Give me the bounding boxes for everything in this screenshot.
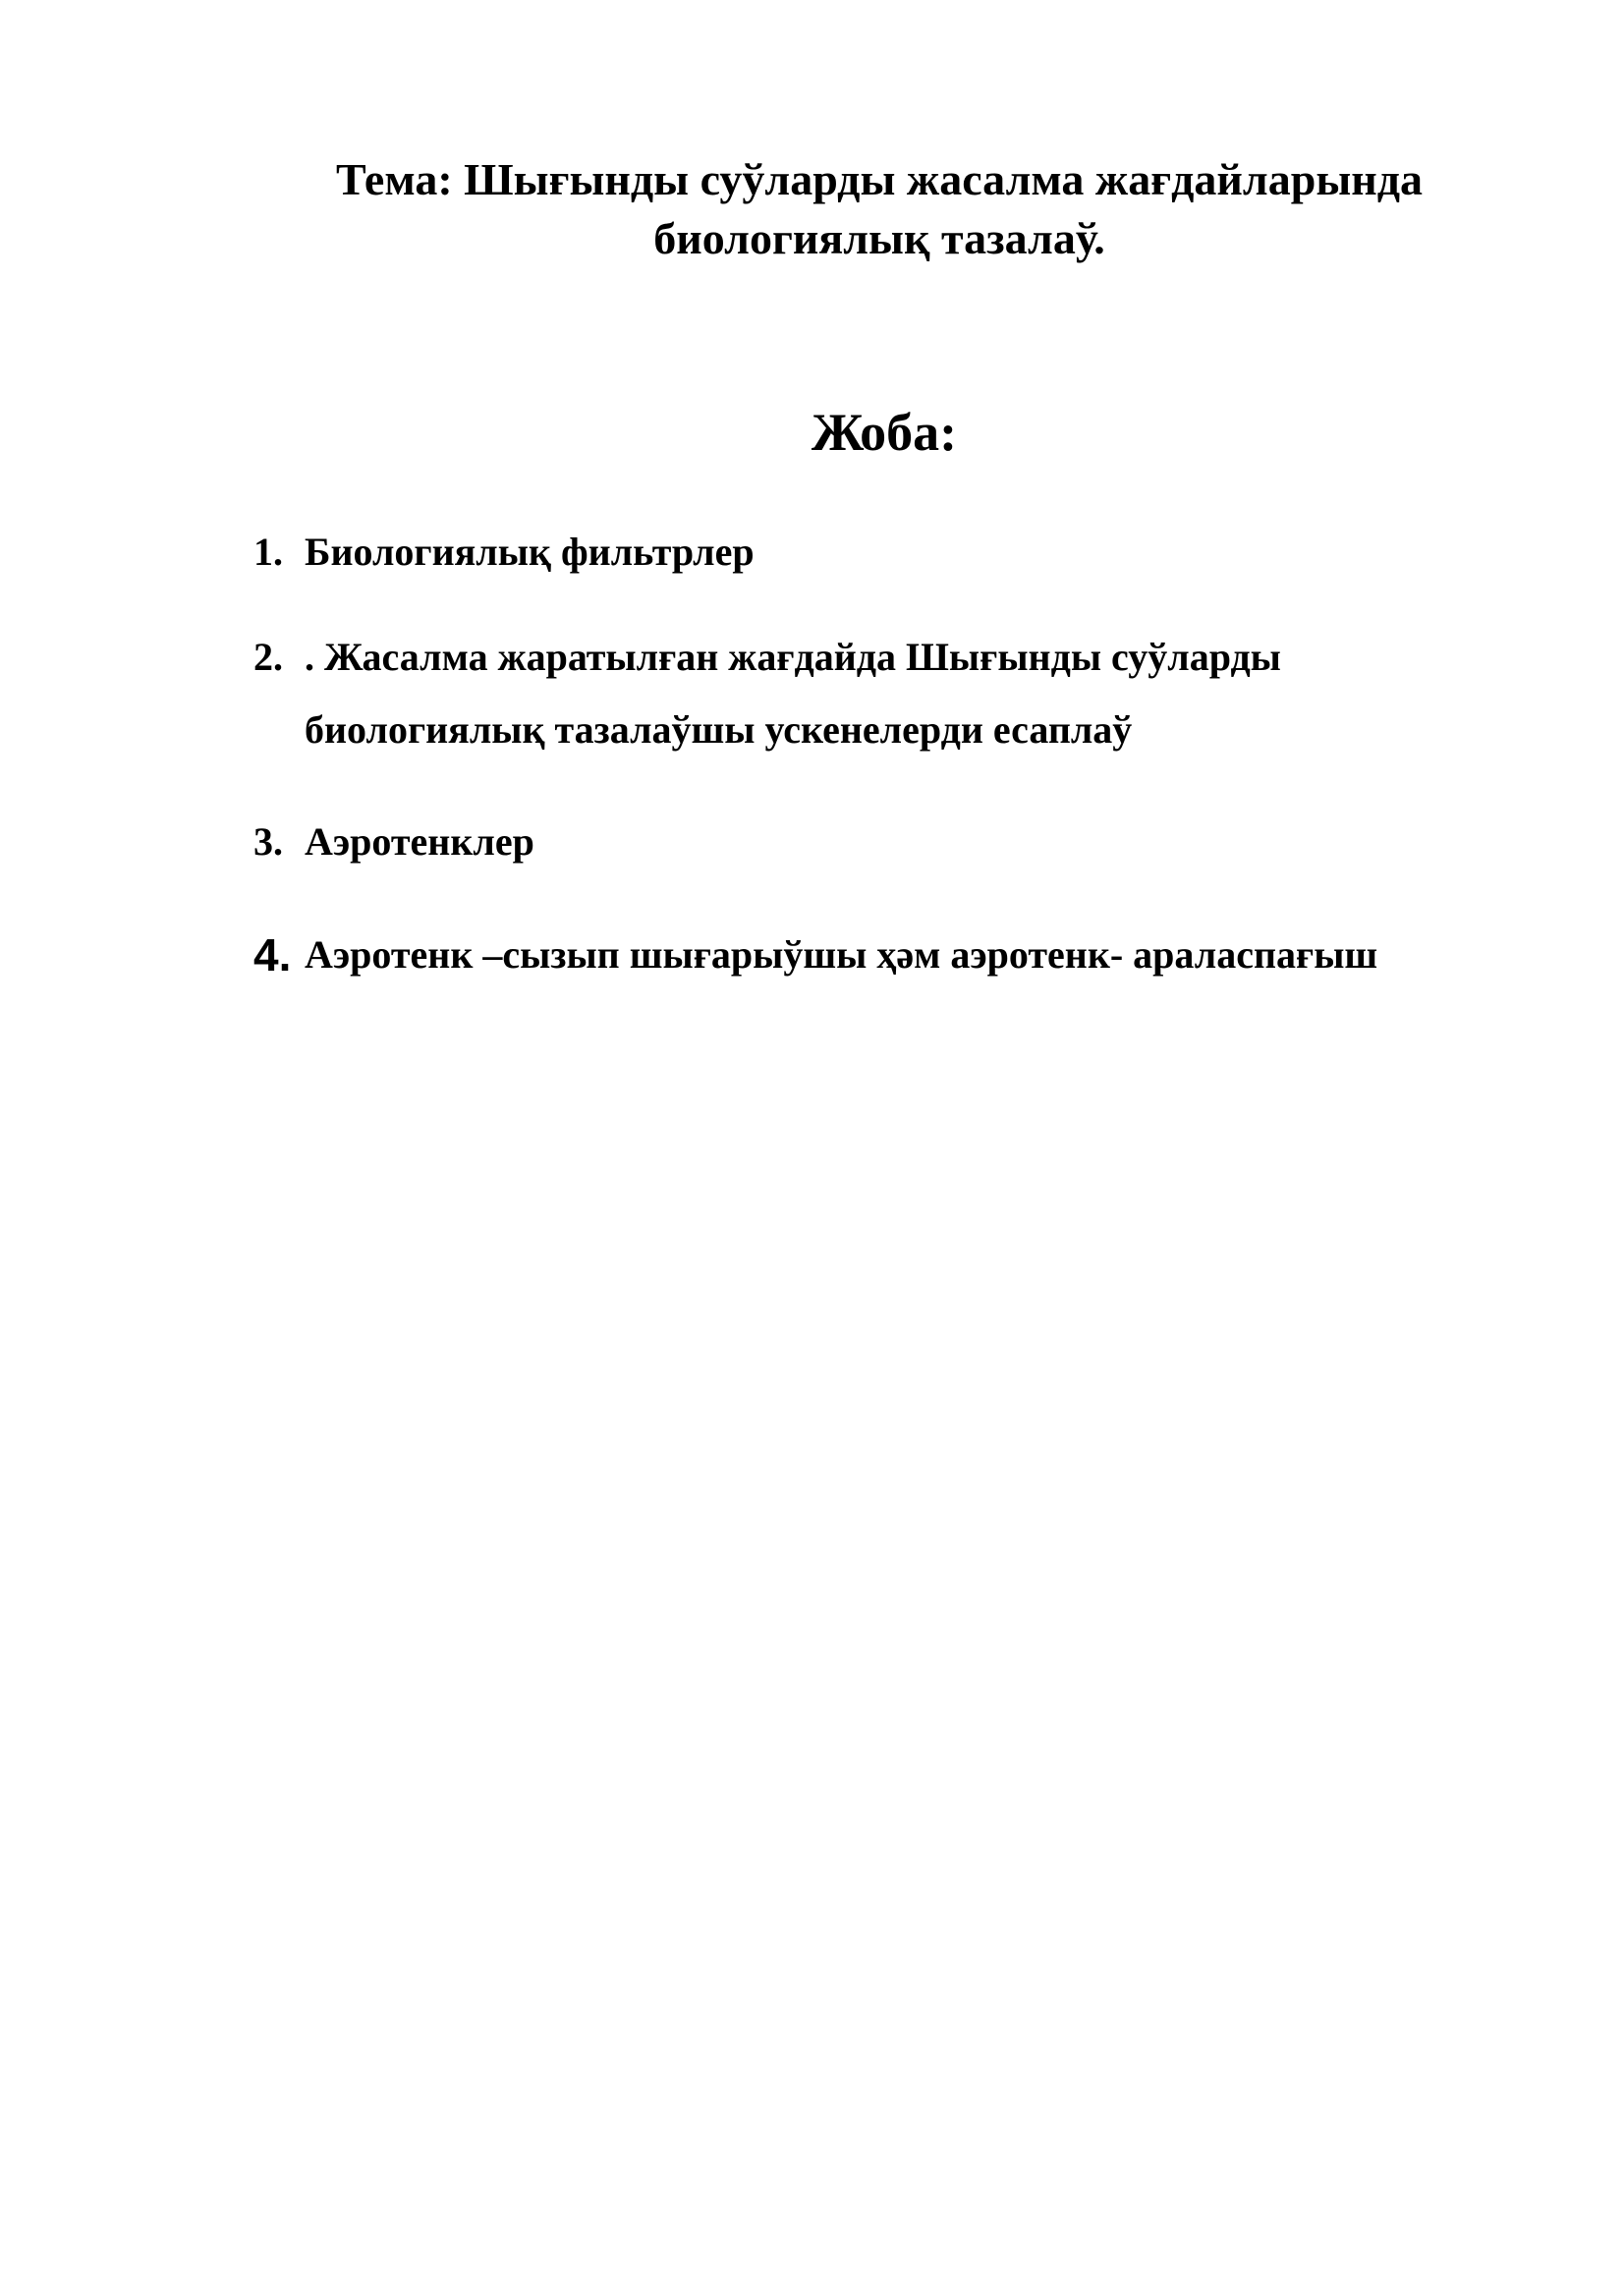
title-line: биологиялық тазалаў. (653, 213, 1105, 263)
list-item-text (305, 621, 1281, 766)
list-item-text (305, 919, 1377, 991)
list-item-number: 1. (253, 530, 283, 574)
list-item-line: Аэротенклер (305, 819, 534, 864)
list-item-text (305, 806, 534, 878)
list-item-line: . Жасалма жаратылған жағдайда Шығынды суўларды (305, 635, 1281, 679)
list-item-number: 4. (253, 929, 292, 980)
list-item-text (305, 516, 755, 588)
list-item-number: 3. (253, 819, 283, 864)
list-item-line: биологиялық тазалаўшы ускенелерди есаплаў (305, 707, 1133, 752)
list-item-line: Аэротенк –сызып шығарыўшы ҳәм аэротенк- араласпағыш (305, 932, 1378, 977)
list-item-number: 2. (253, 635, 283, 679)
title-line: Тема: Шығынды суўларды жасалма жағдайларында (335, 154, 1424, 204)
list-item-line: Биологиялық фильтрлер (305, 530, 755, 574)
project-heading: Жоба: (811, 403, 958, 462)
document-title (246, 150, 1513, 268)
